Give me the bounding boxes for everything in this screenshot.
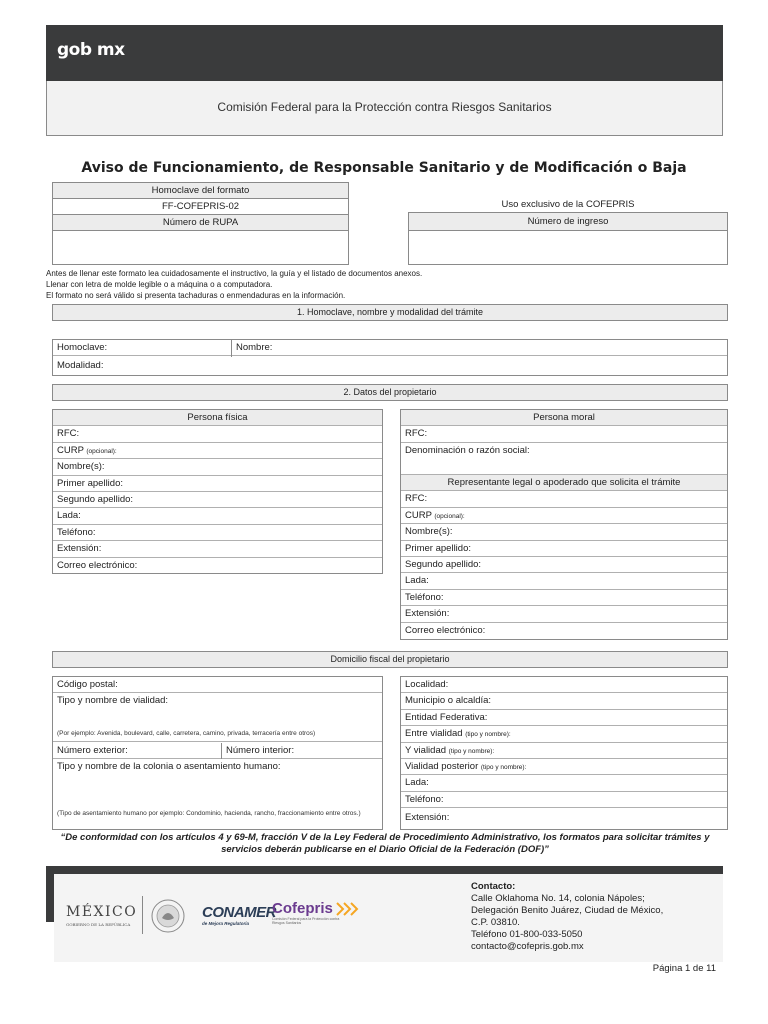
fisica-segundo-apellido-field[interactable]: Segundo apellido: — [53, 492, 382, 508]
instructions — [46, 268, 422, 301]
footer-bar — [46, 866, 723, 874]
legal-notice: “De conformidad con los artículos 4 y 69-M, fracción V de la Ley Federal de Procedimiento Administrativo, los formatos para solicitar trámites y servicios deberán publicarse en el Diario Oficial de la Federación (DOF)” — [60, 832, 710, 855]
entre-vialidad-field[interactable]: Entre vialidad (tipo y nombre): — [401, 726, 727, 742]
contact-email-link[interactable]: contacto@cofepris.gob.mx — [471, 941, 584, 952]
instruction-line: Antes de llenar este formato lea cuidadosamente el instructivo, la guía y el listado de documentos anexos. — [46, 269, 423, 278]
national-seal-icon — [150, 898, 186, 934]
entidad-field[interactable]: Entidad Federativa: — [401, 710, 727, 726]
rep-rfc-field[interactable]: RFC: — [401, 491, 727, 507]
cofepris-use-label: Uso exclusivo de la COFEPRIS — [501, 199, 635, 210]
persona-moral-table — [400, 409, 728, 640]
vialidad-note: (Por ejemplo: Avenida, boulevard, calle, carretera, camino, privada, terracería entre otros) — [57, 730, 316, 738]
codigo-postal-field[interactable]: Código postal: — [53, 677, 382, 693]
gobmx-logo: gob mx — [57, 40, 125, 60]
rupa-field[interactable] — [53, 231, 348, 264]
colonia-note: (Tipo de asentamiento humano por ejemplo: Condominio, hacienda, rancho, fraccionamiento entre otros.) — [57, 810, 361, 818]
rep-curp-field[interactable]: CURP (opcional): — [401, 508, 727, 524]
section-2-header: 2. Datos del propietario — [52, 384, 728, 401]
homoclave-field[interactable]: Homoclave: — [53, 340, 231, 356]
homoclave-format-label: Homoclave del formato — [53, 183, 348, 198]
domicilio-extension-field[interactable]: Extensión: — [405, 812, 450, 824]
page-number: Página 1 de 11 — [652, 963, 716, 974]
vialidad-field[interactable]: Tipo y nombre de vialidad: (Por ejemplo: Avenida, boulevard, calle, carretera, camino, privada, terracería entre otros) — [53, 693, 382, 742]
rep-segundo-apellido-field[interactable]: Segundo apellido: — [401, 557, 727, 573]
domicilio-left-table — [52, 676, 383, 830]
fisica-primer-apellido-field[interactable]: Primer apellido: — [53, 476, 382, 492]
agency-name: Comisión Federal para la Protección contra Riesgos Sanitarios — [217, 100, 552, 114]
moral-denominacion-field[interactable]: Denominación o razón social: — [401, 443, 727, 475]
modalidad-field[interactable]: Modalidad: — [57, 360, 104, 371]
rep-extension-field[interactable]: Extensión: — [401, 606, 727, 622]
mexico-logo: MÉXICO GOBIERNO DE LA REPÚBLICA — [66, 904, 138, 927]
format-box — [52, 182, 349, 265]
rep-telefono-field[interactable]: Teléfono: — [401, 590, 727, 606]
nombre-field[interactable]: Nombre: — [232, 340, 727, 356]
numero-interior-field[interactable]: Número interior: — [222, 743, 382, 759]
moral-rfc-field[interactable]: RFC: — [401, 426, 727, 442]
rupa-label: Número de RUPA — [53, 215, 348, 230]
persona-fisica-table — [52, 409, 383, 574]
domicilio-header: Domicilio fiscal del propietario — [52, 651, 728, 668]
fisica-extension-field[interactable]: Extensión: — [53, 541, 382, 557]
vialidad-posterior-field[interactable]: Vialidad posterior (tipo y nombre): — [401, 759, 727, 775]
ingreso-label: Número de ingreso — [409, 213, 727, 230]
section-1-table — [52, 339, 728, 376]
persona-fisica-title: Persona física — [53, 410, 382, 426]
footer-accent — [46, 874, 54, 922]
contact-line: Calle Oklahoma No. 14, colonia Nápoles; — [471, 893, 645, 904]
contact-phone: Teléfono 01-800-033-5050 — [471, 929, 583, 940]
y-vialidad-field[interactable]: Y vialidad (tipo y nombre): — [401, 743, 727, 759]
fisica-curp-field[interactable]: CURP (opcional): — [53, 443, 382, 459]
localidad-field[interactable]: Localidad: — [401, 677, 727, 693]
instruction-line: Llenar con letra de molde legible o a máquina o a computadora. — [46, 280, 273, 289]
domicilio-lada-field[interactable]: Lada: — [401, 775, 727, 791]
persona-moral-title: Persona moral — [401, 410, 727, 426]
fisica-rfc-field[interactable]: RFC: — [53, 426, 382, 442]
document-title: Aviso de Funcionamiento, de Responsable Sanitario y de Modificación o Baja — [81, 160, 687, 176]
instruction-line: El formato no será válido si presenta tachaduras o enmendaduras en la información. — [46, 291, 346, 300]
rep-primer-apellido-field[interactable]: Primer apellido: — [401, 541, 727, 557]
rep-correo-field[interactable]: Correo electrónico: — [405, 624, 486, 636]
contact-info — [471, 881, 663, 953]
cofepris-box — [408, 212, 728, 265]
contact-line: Delegación Benito Juárez, Ciudad de México, — [471, 905, 664, 916]
ingreso-field[interactable] — [409, 231, 727, 264]
homoclave-format-value: FF-COFEPRIS-02 — [161, 201, 240, 212]
contact-line: C.P. 03810. — [471, 917, 520, 928]
domicilio-right-table — [400, 676, 728, 830]
rep-nombre-field[interactable]: Nombre(s): — [401, 524, 727, 540]
domicilio-telefono-field[interactable]: Teléfono: — [401, 792, 727, 808]
cofepris-logo: Cofepris Comisión Federal para la Protección contra Riesgos Sanitarios — [272, 900, 359, 925]
cofepris-arrows-icon — [335, 901, 359, 917]
colonia-field[interactable]: Tipo y nombre de la colonia o asentamiento humano: (Tipo de asentamiento humano por ejemplo: Condominio, hacienda, rancho, fraccionamiento entre otros.) — [53, 759, 382, 828]
agency-banner — [46, 81, 723, 136]
section-1-header: 1. Homoclave, nombre y modalidad del trámite — [52, 304, 728, 321]
numero-exterior-field[interactable]: Número exterior: — [53, 743, 221, 759]
header-bar — [46, 25, 723, 81]
conamer-logo: CONAMER de Mejora Regulatoria — [202, 904, 276, 926]
fisica-lada-field[interactable]: Lada: — [53, 508, 382, 524]
fisica-correo-field[interactable]: Correo electrónico: — [57, 559, 138, 571]
fisica-nombre-field[interactable]: Nombre(s): — [53, 459, 382, 475]
fisica-telefono-field[interactable]: Teléfono: — [53, 525, 382, 541]
municipio-field[interactable]: Municipio o alcaldía: — [401, 693, 727, 709]
representante-title: Representante legal o apoderado que solicita el trámite — [401, 475, 727, 491]
rep-lada-field[interactable]: Lada: — [401, 573, 727, 589]
contact-title: Contacto: — [471, 881, 516, 892]
